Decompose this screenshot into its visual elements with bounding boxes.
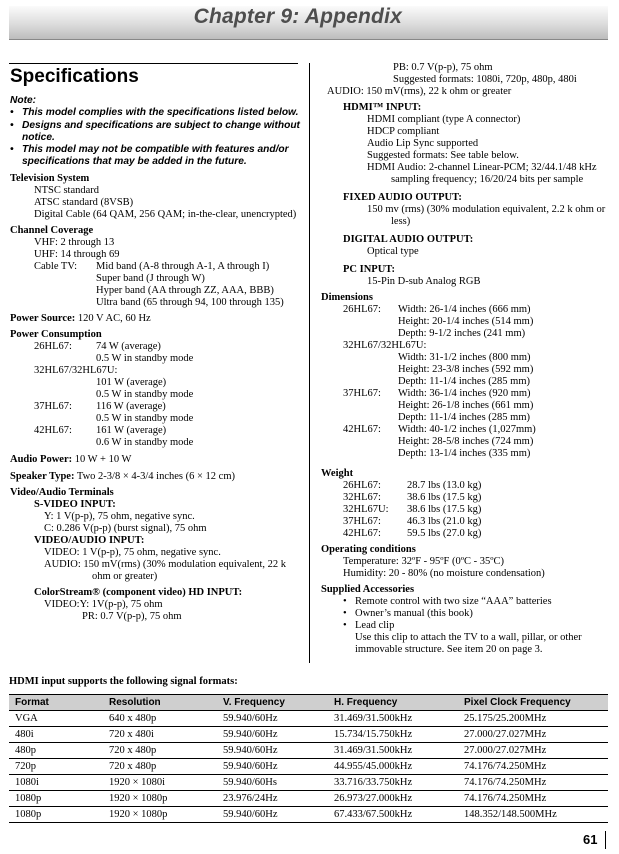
note-item: • This model complies with the specifications listed below. xyxy=(10,107,299,119)
tv-system-line: ATSC standard (8VSB) xyxy=(34,196,134,208)
tv-system-title: Television System xyxy=(10,172,90,184)
dim-row: 37HL67: Width: 36-1/4 inches (920 mm) xyxy=(343,388,531,399)
header-resolution: Resolution xyxy=(103,695,217,711)
tv-system-line: NTSC standard xyxy=(34,184,100,196)
table-row: VGA 640 x 480p 59.940/60Hz 31.469/31.500kHz 25.175/25.200MHz xyxy=(9,711,608,727)
weight-row: 32HL67U: 38.6 lbs (17.5 kg) xyxy=(343,504,482,515)
operating-humidity: Humidity: 20 - 80% (no moisture condensation) xyxy=(343,568,545,579)
accessory-clip-note: Use this clip to attach the TV to a wall, pillar, or other immovable structure. See item 20 on page 3. xyxy=(355,632,582,655)
video-audio-title: VIDEO/AUDIO INPUT: xyxy=(34,534,145,546)
speaker-type: Speaker Type: Two 2-3/8 × 4-3/4 inches (6 × 12 cm) xyxy=(10,470,235,482)
dim-row: 26HL67: Width: 26-1/4 inches (666 mm) xyxy=(343,304,531,315)
channel-title: Channel Coverage xyxy=(10,224,94,236)
header-h-frequency: H. Frequency xyxy=(328,695,458,711)
colorstream-line: PR: 0.7 V(p-p), 75 ohm xyxy=(82,610,182,622)
right-column xyxy=(321,62,611,656)
channel-vhf: VHF: 2 through 13 xyxy=(34,236,115,248)
power-row: 0.5 W in standby mode xyxy=(96,388,194,400)
fixed-audio-title: FIXED AUDIO OUTPUT: xyxy=(343,192,462,203)
accessory-item: • Lead clip xyxy=(343,620,395,631)
note-label: Note: xyxy=(10,95,37,106)
page-heading: Specifications xyxy=(10,66,139,87)
va-title: Video/Audio Terminals xyxy=(10,486,114,498)
hdmi-line: HDMI compliant (type A connector) xyxy=(367,114,521,125)
chapter-title: Chapter 9: Appendix xyxy=(193,5,402,28)
component-pb: PB: 0.7 V(p-p), 75 ohm xyxy=(393,62,493,73)
power-row: 0.5 W in standby mode xyxy=(96,352,194,364)
pc-input-line: 15-Pin D-sub Analog RGB xyxy=(367,276,481,287)
table-title: HDMI input supports the following signal formats: xyxy=(9,676,238,687)
power-row: 0.6 W in standby mode xyxy=(96,436,194,448)
weight-row: 42HL67: 59.5 lbs (27.0 kg) xyxy=(343,528,482,539)
header-format: Format xyxy=(9,695,103,711)
weight-row: 32HL67: 38.6 lbs (17.5 kg) xyxy=(343,492,482,503)
power-model: 32HL67/32HL67U: xyxy=(34,364,118,376)
table-row: 480i 720 x 480i 59.940/60Hz 15.734/15.750kHz 27.000/27.027MHz xyxy=(9,727,608,743)
dim-row: 42HL67: Width: 40-1/2 inches (1,027mm) xyxy=(343,424,536,435)
hdmi-title: HDMI™ INPUT: xyxy=(343,102,422,113)
dim-row: Depth: 11-1/4 inches (285 mm) xyxy=(398,412,531,423)
video-audio-line: VIDEO: 1 V(p-p), 75 ohm, negative sync. xyxy=(44,546,221,558)
hdmi-line: HDMI Audio: 2-channel Linear-PCM; 32/44.1/48 kHz sampling frequency; 16/20/24 bits per sample xyxy=(367,162,597,185)
power-row: 26HL67: 74 W (average) xyxy=(34,340,161,352)
component-audio: AUDIO: 150 mV(rms), 22 k ohm or greater xyxy=(327,86,512,97)
table-row: 1080p 1920 × 1080p 23.976/24Hz 26.973/27.000kHz 74.176/74.250MHz xyxy=(9,791,608,807)
note-item: • Designs and specifications are subject to change without notice. xyxy=(10,119,300,143)
accessories-title: Supplied Accessories xyxy=(321,584,415,595)
weight-title: Weight xyxy=(321,468,354,479)
channel-cable-band: Super band (J through W) xyxy=(96,272,205,284)
tv-system-line: Digital Cable (64 QAM, 256 QAM; in-the-clear, unencrypted) xyxy=(34,208,297,220)
svideo-line: C: 0.286 V(p-p) (burst signal), 75 ohm xyxy=(44,522,207,534)
dimensions-title: Dimensions xyxy=(321,292,373,303)
heading-rule xyxy=(9,63,298,64)
accessory-item: • Remote control with two size “AAA” batteries xyxy=(343,596,552,607)
power-row: 101 W (average) xyxy=(96,376,167,388)
pc-input-title: PC INPUT: xyxy=(343,264,396,275)
operating-temp: Temperature: 32ºF - 95ºF (0ºC - 35ºC) xyxy=(343,556,505,567)
column-divider xyxy=(309,63,310,663)
table-header-row xyxy=(9,695,608,711)
hdmi-line: HDCP compliant xyxy=(367,126,440,137)
power-row: 0.5 W in standby mode xyxy=(96,412,194,424)
component-suggested: Suggested formats: 1080i, 720p, 480p, 480i xyxy=(393,74,577,85)
svideo-title: S-VIDEO INPUT: xyxy=(34,498,116,510)
video-audio-line: AUDIO: 150 mV(rms) (30% modulation equivalent, 22 k ohm or greater) xyxy=(44,558,287,582)
page-number-bar xyxy=(605,831,606,849)
power-row: 37HL67: 116 W (average) xyxy=(34,400,166,412)
hdmi-formats-table xyxy=(9,694,608,823)
fixed-audio-line: 150 mv (rms) (30% modulation equivalent, 2.2 k ohm or less) xyxy=(367,204,606,227)
digital-audio-title: DIGITAL AUDIO OUTPUT: xyxy=(343,234,474,245)
audio-power: Audio Power: 10 W + 10 W xyxy=(10,453,132,465)
left-column xyxy=(10,66,300,623)
dim-row: Depth: 13-1/4 inches (335 mm) xyxy=(398,448,531,459)
header-pixel-clock: Pixel Clock Frequency xyxy=(458,695,608,711)
dim-row: Height: 20-1/4 inches (514 mm) xyxy=(398,316,534,327)
colorstream-title: ColorStream® (component video) HD INPUT: xyxy=(34,586,243,598)
header-v-frequency: V. Frequency xyxy=(217,695,328,711)
hdmi-line: Suggested formats: See table below. xyxy=(367,150,519,161)
colorstream-line: VIDEO:Y: 1V(p-p), 75 ohm xyxy=(44,598,163,610)
table-row: 480p 720 x 480p 59.940/60Hz 31.469/31.500kHz 27.000/27.027MHz xyxy=(9,743,608,759)
channel-cable-band: Ultra band (65 through 94, 100 through 135) xyxy=(96,296,284,308)
channel-cable: Cable TV: Mid band (A-8 through A-1, A through I) xyxy=(34,260,270,272)
page-number: 61 xyxy=(583,832,598,847)
chapter-banner xyxy=(9,6,608,40)
channel-uhf: UHF: 14 through 69 xyxy=(34,248,120,260)
dim-row: Height: 28-5/8 inches (724 mm) xyxy=(398,436,534,447)
table-row: 720p 720 x 480p 59.940/60Hz 44.955/45.000kHz 74.176/74.250MHz xyxy=(9,759,608,775)
dim-row: Width: 31-1/2 inches (800 mm) xyxy=(398,352,531,363)
dim-row: Height: 23-3/8 inches (592 mm) xyxy=(398,364,534,375)
operating-title: Operating conditions xyxy=(321,544,416,555)
hdmi-line: Audio Lip Sync supported xyxy=(367,138,479,149)
svideo-line: Y: 1 V(p-p), 75 ohm, negative sync. xyxy=(44,510,195,522)
weight-row: 37HL67: 46.3 lbs (21.0 kg) xyxy=(343,516,482,527)
digital-audio-line: Optical type xyxy=(367,246,419,257)
power-row: 42HL67: 161 W (average) xyxy=(34,424,167,436)
dim-model: 32HL67/32HL67U: xyxy=(343,340,427,351)
dim-row: Depth: 9-1/2 inches (241 mm) xyxy=(398,328,526,339)
power-consumption-title: Power Consumption xyxy=(10,328,102,340)
note-item: • This model may not be compatible with features and/or specifications that may be added in the future. xyxy=(10,144,289,168)
power-source: Power Source: 120 V AC, 60 Hz xyxy=(10,312,151,324)
dim-row: Height: 26-1/8 inches (661 mm) xyxy=(398,400,534,411)
weight-row: 26HL67: 28.7 lbs (13.0 kg) xyxy=(343,480,482,491)
dim-row: Depth: 11-1/4 inches (285 mm) xyxy=(398,376,531,387)
table-row: 1080p 1920 × 1080p 59.940/60Hz 67.433/67.500kHz 148.352/148.500MHz xyxy=(9,807,608,823)
channel-cable-band: Hyper band (AA through ZZ, AAA, BBB) xyxy=(96,284,274,296)
table-row: 1080i 1920 × 1080i 59.940/60Hs 33.716/33.750kHz 74.176/74.250MHz xyxy=(9,775,608,791)
accessory-item: • Owner’s manual (this book) xyxy=(343,608,473,619)
